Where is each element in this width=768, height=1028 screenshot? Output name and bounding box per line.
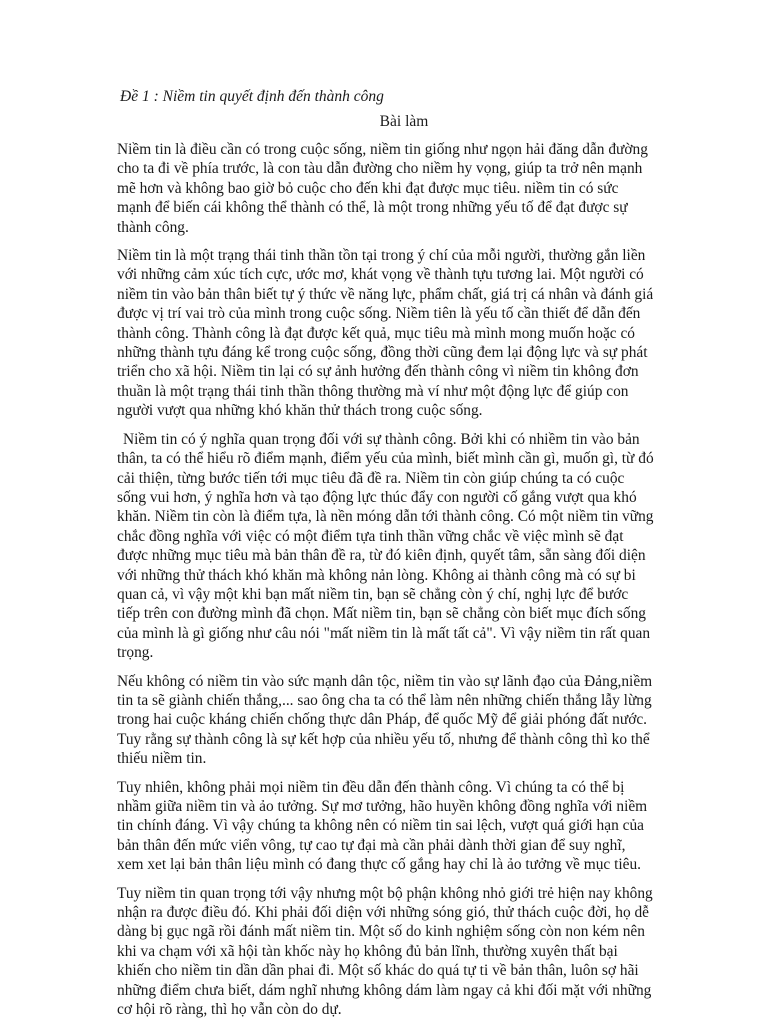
essay-body [117, 140, 654, 1028]
essay-topic-heading: Đề 1 : Niềm tin quyết định đến thành công [120, 88, 384, 105]
essay-subtitle: Bài làm [379, 113, 429, 130]
paragraph-1: Niềm tin là điều cần có trong cuộc sống, niềm tin giống như ngọn hải đăng dẫn đường cho ta đi về phía trước, là con tàu dẫn đường cho niềm hy vọng, giúp ta trở nên mạnh mẽ hơn và không bao giờ bỏ cuộc cho đến khi đạt được mục tiêu. niềm tin có sức mạnh để biến cái không thể thành có thể, là một trong những yếu tố để đạt được sự thành công. [117, 141, 648, 236]
paragraph-5: Tuy nhiên, không phải mọi niềm tin đều dẫn đến thành công. Vì chúng ta có thể bị nhầm giữa niềm tin và ảo tưởng. Sự mơ tưởng, hão huyền không đồng nghĩa với niềm tin chính đáng. Vì vậy chúng ta không nên có niềm tin sai lệch, vượt quá giới hạn của bản thân đến mức viển vông, tự cao tự đại mà cần phải dành thời gian để suy nghĩ, xem xet lại bản thân liệu mình có đang thực cố gắng hay chỉ là ảo tưởng về mục tiêu. [117, 778, 648, 874]
paragraph-3: Niềm tin có ý nghĩa quan trọng đối với sự thành công. Bởi khi có nhiềm tin vào bản thân, ta có thể hiểu rõ điểm mạnh, điểm yếu của mình, biết mình cần gì, muốn gì, từ đó cải thiện, từng bước tiến tới mục tiêu đã đề ra. Niềm tin còn giúp chúng ta có cuộc sống vui hơn, ý nghĩa hơn và tạo động lực thúc đẩy con người cố gắng vượt qua khó khăn. Niềm tin còn là điểm tựa, là nền móng dẫn tới thành công. Có một niềm tin vững chắc đồng nghĩa với việc có một điểm tựa tinh thần vững chắc về việc mình sẽ đạt được những mục tiêu mà bản thân đề ra, từ đó kiên định, quyết tâm, sẵn sàng đối diện với những thử thách khó khăn mà không nản lòng. Không ai thành công mà có sự bi quan cả, vì vậy một khi bạn mất niềm tin, bạn sẽ chẳng còn ý chí, nghị lực để bước tiếp trên con đường mình đã chọn. Mất niềm tin, bạn sẽ chẳng còn biết mục đích sống của mình là gì giống như câu nói "mất niềm tin là mất tất cả". Vì vậy niềm tin rất quan trọng. [117, 430, 654, 662]
paragraph-6: Tuy niềm tin quan trọng tới vậy nhưng một bộ phận không nhỏ giới trẻ hiện nay không nhận ra được điều đó. Khi phải đối diện với những sóng gió, thử thách cuộc đời, họ dễ dàng bị gục ngã rồi đánh mất niềm tin. Một số do kinh nghiệm sống còn non kém nên khi va chạm với xã hội tàn khốc này họ không đủ bản lĩnh, thường xuyên thất bại khiến cho niềm tin dần dần phai đi. Một số khác do quá tự ti về bản thân, luôn sợ hãi những điểm chưa biết, dám nghĩ nhưng không dám làm ngay cả khi đối mặt với những cơ hội rõ ràng, thì họ vẫn còn do dự. [117, 884, 653, 1019]
paragraph-2: Niềm tin là một trạng thái tinh thần tồn tại trong ý chí của mỗi người, thường gắn liền với những cảm xúc tích cực, ước mơ, khát vọng về thành tựu tương lai. Một người có niềm tin vào bản thân biết tự ý thức về năng lực, phẩm chất, giá trị cá nhân và đánh giá được vị trí vai trò của mình trong cuộc sống. Niềm tiên là yếu tố cần thiết để dẫn đến thành công. Thành công là đạt được kết quả, mục tiêu mà mình mong muốn hoặc có những thành tựu đáng kể trong cuộc sống, đồng thời cũng đem lại động lực và sự phát triển cho xã hội. Niềm tin lại có sự ảnh hưởng đến thành công vì niềm tin không đơn thuần là một trạng thái tinh thần thông thường mà ví như một động lực để giúp con người vượt qua những khó khăn thử thách trong cuộc sống. [117, 247, 654, 420]
paragraph-4: Nếu không có niềm tin vào sức mạnh dân tộc, niềm tin vào sự lãnh đạo của Đảng,niềm tin ta sẽ giành chiến thắng,... sao ông cha ta có thể làm nên những chiến thắng lẫy lừng trong hai cuộc kháng chiến chống thực dân Pháp, để quốc Mỹ để giải phóng đất nước. Tuy rằng sự thành công là sự kết hợp của nhiều yếu tố, nhưng để thành công thì ko thể thiếu niềm tin. [117, 672, 653, 768]
